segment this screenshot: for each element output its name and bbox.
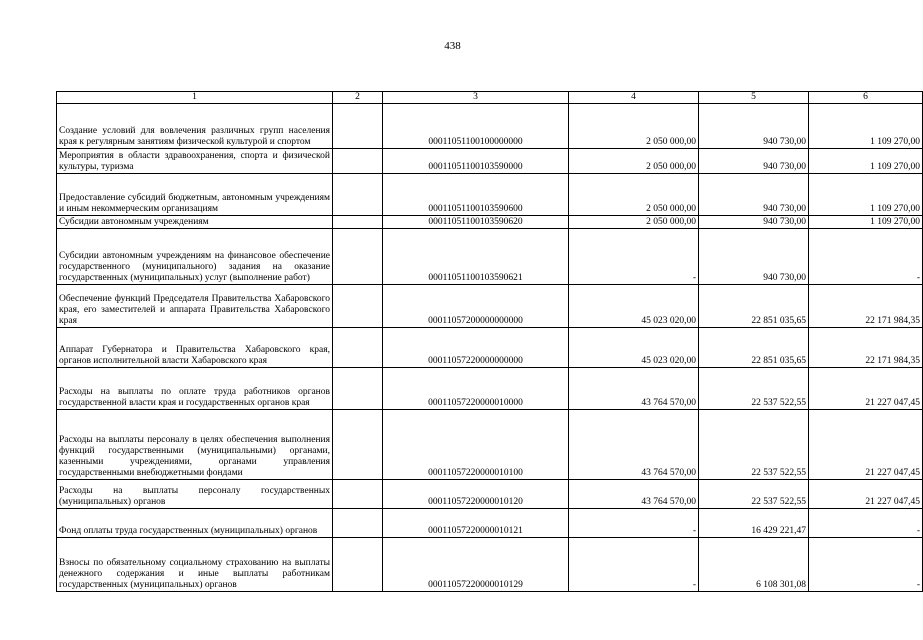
row-column-2	[333, 328, 383, 368]
row-code: 00011051100100000000	[383, 104, 569, 149]
row-description: Предоставление субсидий бюджетным, автономным учреждениям и иным некоммерческим организациям	[57, 174, 333, 216]
row-description: Расходы на выплаты персоналу государственных (муниципальных) органов	[57, 480, 333, 509]
row-description: Обеспечение функций Председателя Правительства Хабаровского края, его заместителей и аппарата Правительства Хабаровского края	[57, 285, 333, 328]
row-value-5: 22 537 522,55	[699, 480, 809, 509]
row-value-6: -	[809, 509, 923, 538]
column-header: 6	[809, 92, 923, 104]
row-value-5: 940 730,00	[699, 229, 809, 285]
row-column-2	[333, 229, 383, 285]
row-value-4: 2 050 000,00	[569, 149, 699, 174]
row-column-2	[333, 410, 383, 480]
row-value-5: 22 851 035,65	[699, 285, 809, 328]
row-code: 00011051100103590600	[383, 174, 569, 216]
row-value-4: 2 050 000,00	[569, 174, 699, 216]
row-value-4: 45 023 020,00	[569, 285, 699, 328]
table-row	[57, 328, 923, 368]
row-value-6: 21 227 047,45	[809, 480, 923, 509]
row-code: 00011051100103590621	[383, 229, 569, 285]
row-column-2	[333, 285, 383, 328]
row-value-6: 22 171 984,35	[809, 328, 923, 368]
row-column-2	[333, 149, 383, 174]
row-description: Мероприятия в области здравоохранения, спорта и физической культуры, туризма	[57, 149, 333, 174]
row-code: 00011057200000000000	[383, 285, 569, 328]
row-value-4: 2 050 000,00	[569, 104, 699, 149]
row-description: Фонд оплаты труда государственных (муниципальных) органов	[57, 509, 333, 538]
table-row	[57, 285, 923, 328]
column-header: 5	[699, 92, 809, 104]
table-row	[57, 149, 923, 174]
row-value-6: 1 109 270,00	[809, 104, 923, 149]
row-value-6: -	[809, 538, 923, 592]
row-value-6: 21 227 047,45	[809, 368, 923, 410]
table-row	[57, 538, 923, 592]
row-value-5: 16 429 221,47	[699, 509, 809, 538]
row-value-6: 1 109 270,00	[809, 174, 923, 216]
table-row	[57, 229, 923, 285]
row-column-2	[333, 104, 383, 149]
row-column-2	[333, 480, 383, 509]
row-value-6: 21 227 047,45	[809, 410, 923, 480]
row-value-4: 2 050 000,00	[569, 216, 699, 229]
row-value-5: 6 108 301,08	[699, 538, 809, 592]
row-value-5: 940 730,00	[699, 216, 809, 229]
row-value-4: 43 764 570,00	[569, 410, 699, 480]
column-header: 1	[57, 92, 333, 104]
row-value-5: 940 730,00	[699, 104, 809, 149]
row-value-4: -	[569, 509, 699, 538]
row-column-2	[333, 174, 383, 216]
row-code: 00011051100103590000	[383, 149, 569, 174]
table-row	[57, 509, 923, 538]
column-header: 2	[333, 92, 383, 104]
row-value-6: 1 109 270,00	[809, 216, 923, 229]
row-value-4: 43 764 570,00	[569, 480, 699, 509]
table-row	[57, 480, 923, 509]
row-column-2	[333, 368, 383, 410]
budget-table	[56, 91, 923, 592]
table-row	[57, 216, 923, 229]
row-value-5: 22 537 522,55	[699, 368, 809, 410]
row-code: 00011057220000010100	[383, 410, 569, 480]
row-value-4: -	[569, 538, 699, 592]
row-code: 00011057220000010129	[383, 538, 569, 592]
row-description: Расходы на выплаты персоналу в целях обеспечения выполнения функций государственными (муниципальными) органами, казенными учреждениями, органами управления государственными внебюджетными фондами	[57, 410, 333, 480]
row-code: 00011057220000010000	[383, 368, 569, 410]
row-code: 00011057220000010120	[383, 480, 569, 509]
row-code: 00011057220000000000	[383, 328, 569, 368]
column-header: 3	[383, 92, 569, 104]
row-value-5: 940 730,00	[699, 149, 809, 174]
row-description: Субсидии автономным учреждениям	[57, 216, 333, 229]
page-number: 438	[444, 40, 461, 52]
row-column-2	[333, 538, 383, 592]
row-value-4: 43 764 570,00	[569, 368, 699, 410]
row-description: Аппарат Губернатора и Правительства Хабаровского края, органов исполнительной власти Хабаровского края	[57, 328, 333, 368]
table-header-row	[57, 92, 923, 104]
row-value-5: 22 537 522,55	[699, 410, 809, 480]
table-row	[57, 104, 923, 149]
row-code: 00011051100103590620	[383, 216, 569, 229]
row-value-6: 22 171 984,35	[809, 285, 923, 328]
row-value-5: 22 851 035,65	[699, 328, 809, 368]
table-row	[57, 410, 923, 480]
column-header: 4	[569, 92, 699, 104]
table-row	[57, 174, 923, 216]
row-value-5: 940 730,00	[699, 174, 809, 216]
row-description: Расходы на выплаты по оплате труда работников органов государственной власти края и государственных органов края	[57, 368, 333, 410]
row-code: 00011057220000010121	[383, 509, 569, 538]
row-description: Взносы по обязательному социальному страхованию на выплаты денежного содержания и иные выплаты работникам государственных (муниципальных) органов	[57, 538, 333, 592]
row-value-6: 1 109 270,00	[809, 149, 923, 174]
row-description: Субсидии автономным учреждениям на финансовое обеспечение государственного (муниципального) задания на оказание государственных (муниципальных) услуг (выполнение работ)	[57, 229, 333, 285]
row-column-2	[333, 509, 383, 538]
row-value-6: -	[809, 229, 923, 285]
row-value-4: 45 023 020,00	[569, 328, 699, 368]
row-column-2	[333, 216, 383, 229]
row-description: Создание условий для вовлечения различных групп населения края к регулярным занятиям физической культурой и спортом	[57, 104, 333, 149]
row-value-4: -	[569, 229, 699, 285]
table-row	[57, 368, 923, 410]
